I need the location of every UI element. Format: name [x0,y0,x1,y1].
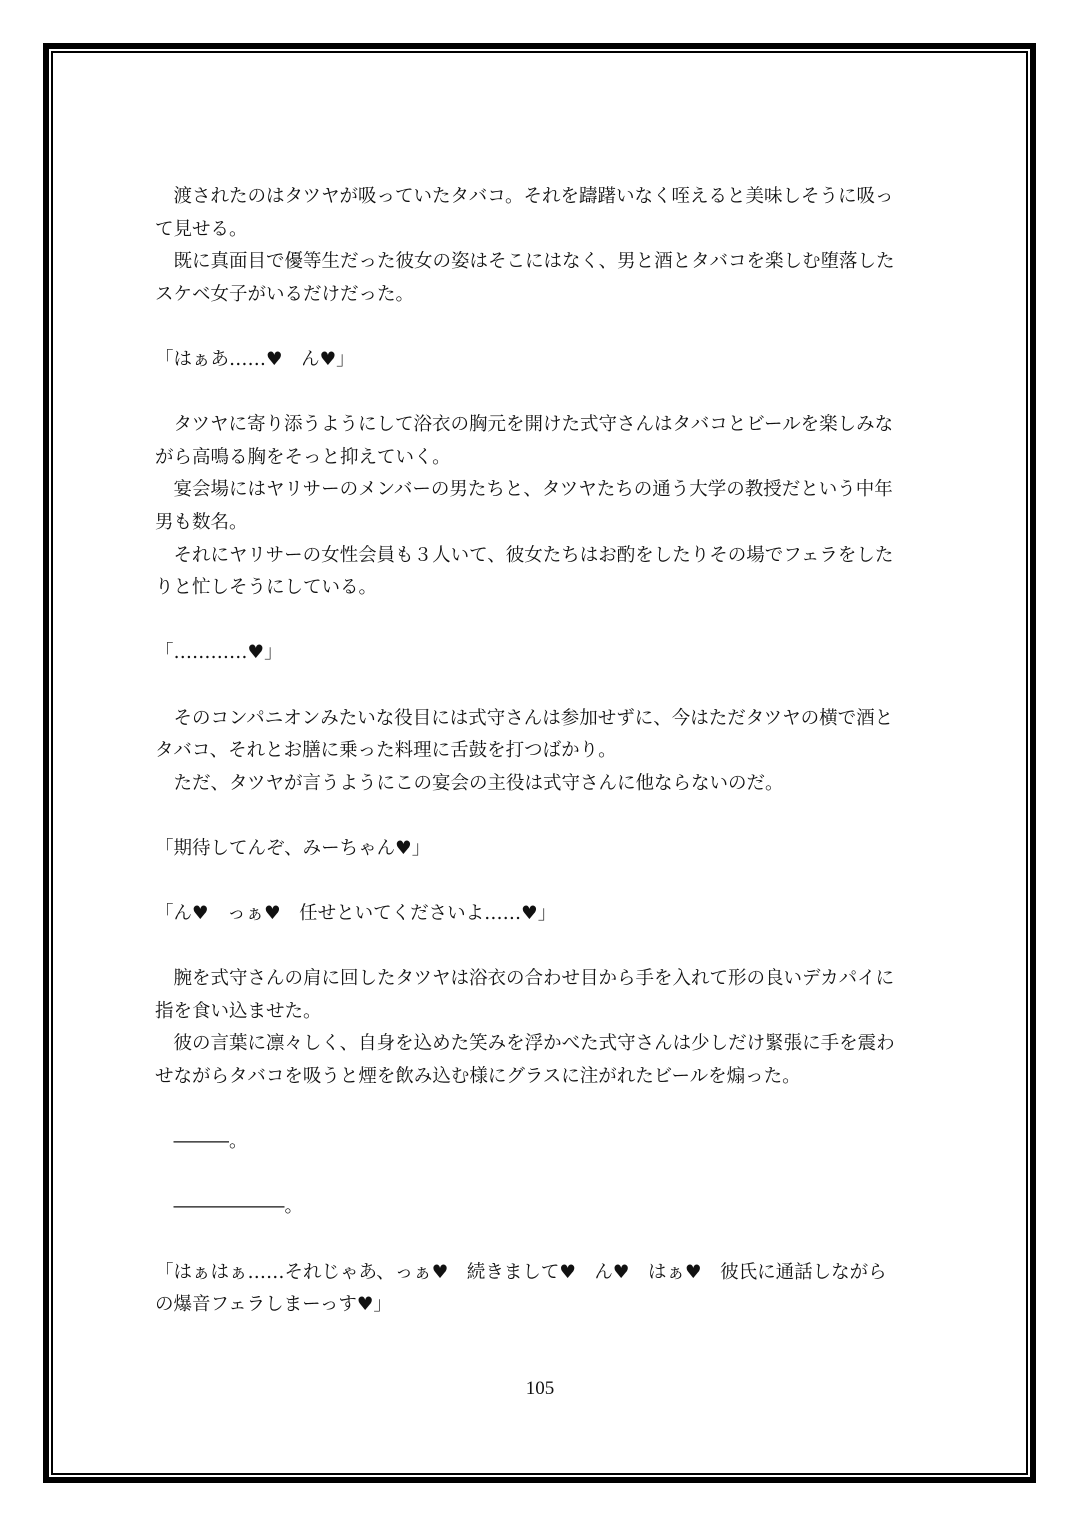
text-line: そのコンパニオンみたいな役目には式守さんは参加せずに、今はただタツヤの横で酒と [155,707,894,729]
text-line: 「期待してんぞ、みーちゃん♥」 [155,837,431,859]
text-line: 「はぁはぁ……それじゃあ、っぁ♥ 続きまして♥ ん♥ はぁ♥ 彼氏に通話しながら [155,1261,887,1283]
text-line: ただ、タツヤが言うようにこの宴会の主役は式守さんに他ならないのだ。 [155,772,784,794]
text-line: 腕を式守さんの肩に回したタツヤは浴衣の合わせ目から手を入れて形の良いデカパイに [155,968,895,990]
blank-line [155,1094,930,1127]
text-line: それにヤリサーの女性会員も３人いて、彼女たちはお酌をしたりその場でフェラをした [155,544,894,566]
blank-line [155,865,930,898]
text-line: 既に真面目で優等生だった彼女の姿はそこにはなく、男と酒とタバコを楽しむ堕落した [155,251,895,273]
text-line: タツヤに寄り添うようにして浴衣の胸元を開けた式守さんはタバコとビールを楽しみな [155,414,894,436]
body-text [155,181,930,1322]
text-line: 男も数名。 [155,511,248,533]
text-line: 指を食い込ませた。 [155,1000,322,1022]
text-line: 「はぁあ……♥ ん♥」 [155,348,355,370]
blank-line [155,800,930,833]
text-line: 「ん♥ っぁ♥ 任せといてくださいよ……♥」 [155,903,557,925]
blank-line [155,1224,930,1257]
blank-line [155,670,930,703]
blank-line [155,605,930,638]
blank-line [155,377,930,410]
text-line: の爆音フェラしまーっす♥」 [155,1294,392,1316]
blank-line [155,1159,930,1192]
text-line: 「…………♥」 [155,642,283,664]
text-line: ――――――。 [155,1196,304,1218]
text-line: がら高鳴る胸をそっと抑えていく。 [155,446,451,468]
blank-line [155,931,930,964]
text-line: スケベ女子がいるだけだった。 [155,283,415,305]
text-line: せながらタバコを吸うと煙を飲み込む様にグラスに注がれたビールを煽った。 [155,1066,801,1088]
text-line: 渡されたのはタツヤが吸っていたタバコ。それを躊躇いなく咥えると美味しそうに吸っ [155,186,894,207]
text-line: りと忙しそうにしている。 [155,577,378,599]
text-line: ―――。 [155,1131,248,1153]
text-line: 宴会場にはヤリサーのメンバーの男たちと、タツヤたちの通う大学の教授だという中年 [155,479,893,501]
text-line: て見せる。 [155,218,248,240]
blank-line [155,311,930,344]
text-line: 彼の言葉に凛々しく、自身を込めた笑みを浮かべた式守さんは少しだけ緊張に手を震わ [155,1033,895,1055]
page-number: 105 [525,1378,555,1399]
text-line: タバコ、それとお膳に乗った料理に舌鼓を打つばかり。 [155,740,617,762]
